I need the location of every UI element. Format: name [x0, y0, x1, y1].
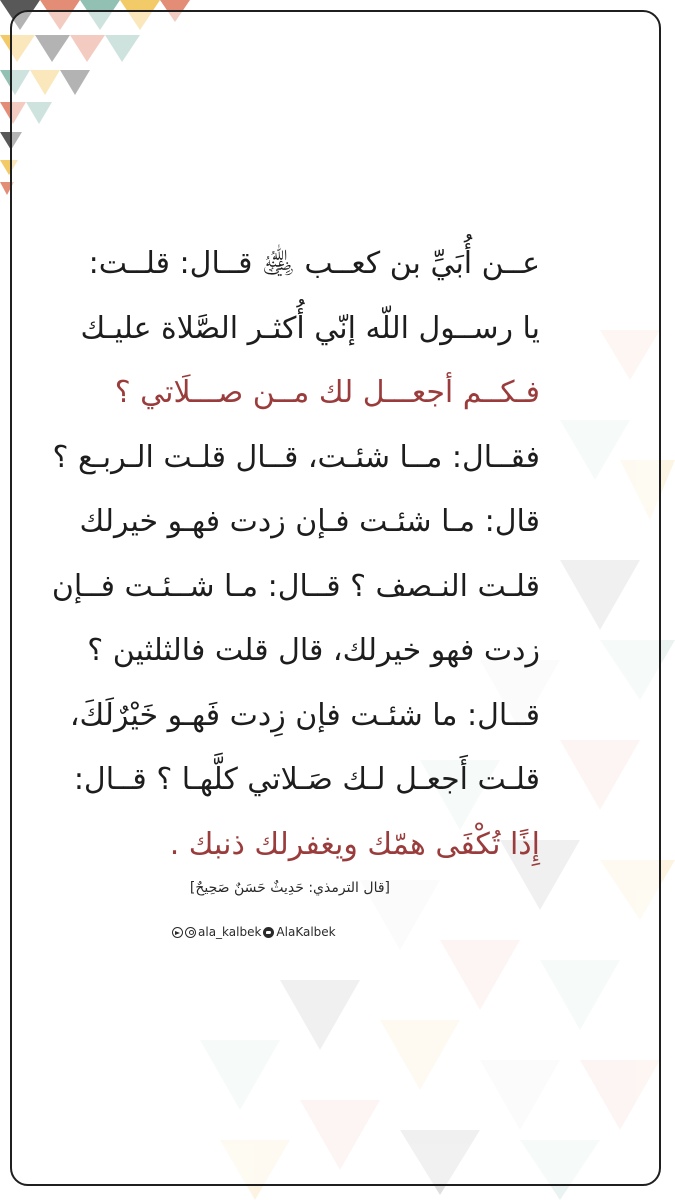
twitter-handle: AlaKalbek — [276, 925, 336, 939]
hadith-text — [40, 232, 540, 877]
hadith-line: فقــال: مــا شئـت، قــال قلـت الـربـع ؟ — [52, 439, 540, 475]
instagram-handle: ala_kalbek — [198, 925, 262, 939]
hadith-line: قال: مـا شئـت فـإن زدت فهـو خيرلك — [79, 504, 540, 539]
instagram-icon — [185, 927, 196, 938]
hadith-line: قــال: ما شئـت فإن زِدت فَهـو خَيْرٌلَكَ، — [69, 697, 540, 733]
hadith-line-highlighted: فـكــم أجعـــل لك مــن صـــلَاتي ؟ — [114, 375, 540, 410]
hadith-line: زدت فهو خيرلك، قال قلت فالثلثين ؟ — [87, 633, 540, 668]
hadith-source: [قال الترمذي: حَدِيثٌ حَسَنٌ صَحِيحٌ] — [189, 880, 390, 896]
hadith-line: قلـت النـصف ؟ قــال: مـا شــئـت فــإن — [51, 568, 540, 604]
hadith-line-highlighted: إِذًا تُكْفَى همّك ويغفرلك ذنبك . — [169, 826, 540, 862]
hadith-line: عــن أُبَيِّ بن كعــب ﵁ قــال: قلــت: — [88, 246, 540, 281]
hadith-line: يا رســول اللّه إنّي أُكثـر الصَّلاة عليـك — [80, 310, 540, 346]
twitter-icon — [263, 927, 274, 938]
telegram-icon — [172, 927, 183, 938]
hadith-line: قلـت أَجعـل لـك صَـلاتي كلَّهـا ؟ قــال: — [73, 762, 540, 797]
social-handles — [172, 922, 336, 942]
